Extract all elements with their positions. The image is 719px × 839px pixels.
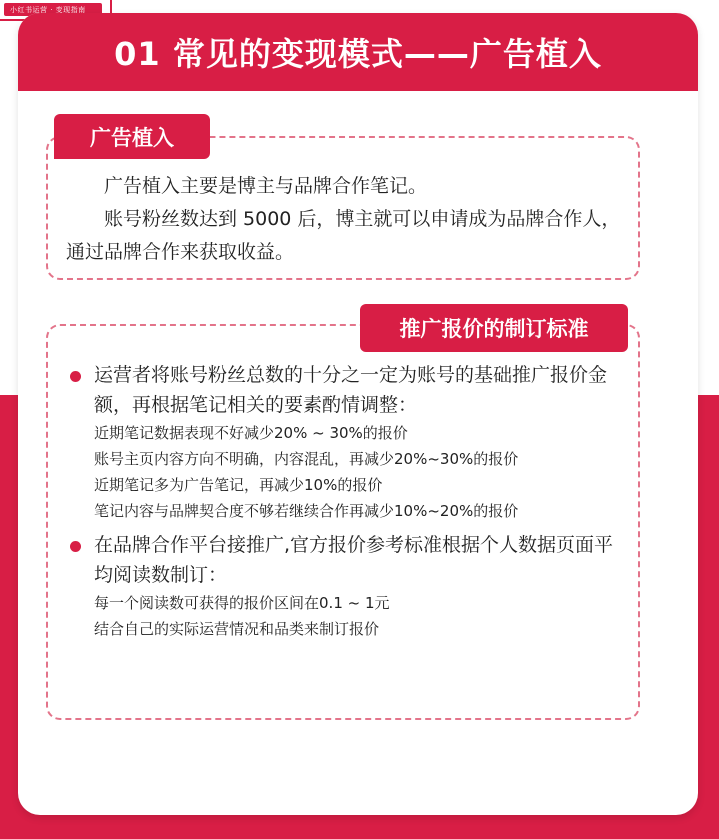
price-section-label: 推广报价的制订标准: [360, 304, 628, 352]
card-header: [18, 13, 698, 91]
ads-paragraph-1: 广告植入主要是博主与品牌合作笔记。: [104, 175, 428, 197]
ads-paragraph-2: 账号粉丝数达到 5000 后，博主就可以申请成为品牌合作人，通过品牌合作来获取收益。: [66, 208, 621, 263]
ads-section-label: 广告植入: [54, 114, 210, 159]
price-bullet-2-item-1: 每一个阅读数可获得的报价区间在0.1 ~ 1元: [94, 594, 390, 612]
bullet-dot-icon: [70, 371, 81, 382]
price-bullet-1-item-1: 近期笔记数据表现不好减少20% ~ 30%的报价: [94, 424, 408, 442]
price-section-body: [70, 360, 630, 642]
price-bullet-2: [70, 530, 630, 642]
page-title: 01 常见的变现模式——广告植入: [114, 35, 602, 73]
price-bullet-1-text: 运营者将账号粉丝总数的十分之一定为账号的基础推广报价金额，再根据笔记相关的要素酌情调整：: [94, 364, 608, 416]
price-bullet-2-text: 在品牌合作平台接推广,官方报价参考标准根据个人数据页面平均阅读数制订：: [94, 534, 614, 586]
price-bullet-1-item-3: 近期笔记多为广告笔记，再减少10%的报价: [94, 476, 383, 494]
price-bullet-1-item-4: 笔记内容与品牌契合度不够若继续合作再减少10%~20%的报价: [94, 502, 519, 520]
bullet-dot-icon: [70, 541, 81, 552]
price-bullet-2-item-2: 结合自己的实际运营情况和品类来制订报价: [94, 620, 380, 638]
top-tag-text: 小红书运营 · 变现指南: [10, 5, 86, 14]
ads-section-body: [66, 170, 636, 269]
price-bullet-1-item-2: 账号主页内容方向不明确，内容混乱，再减少20%~30%的报价: [94, 450, 519, 468]
price-bullet-1: [70, 360, 630, 524]
